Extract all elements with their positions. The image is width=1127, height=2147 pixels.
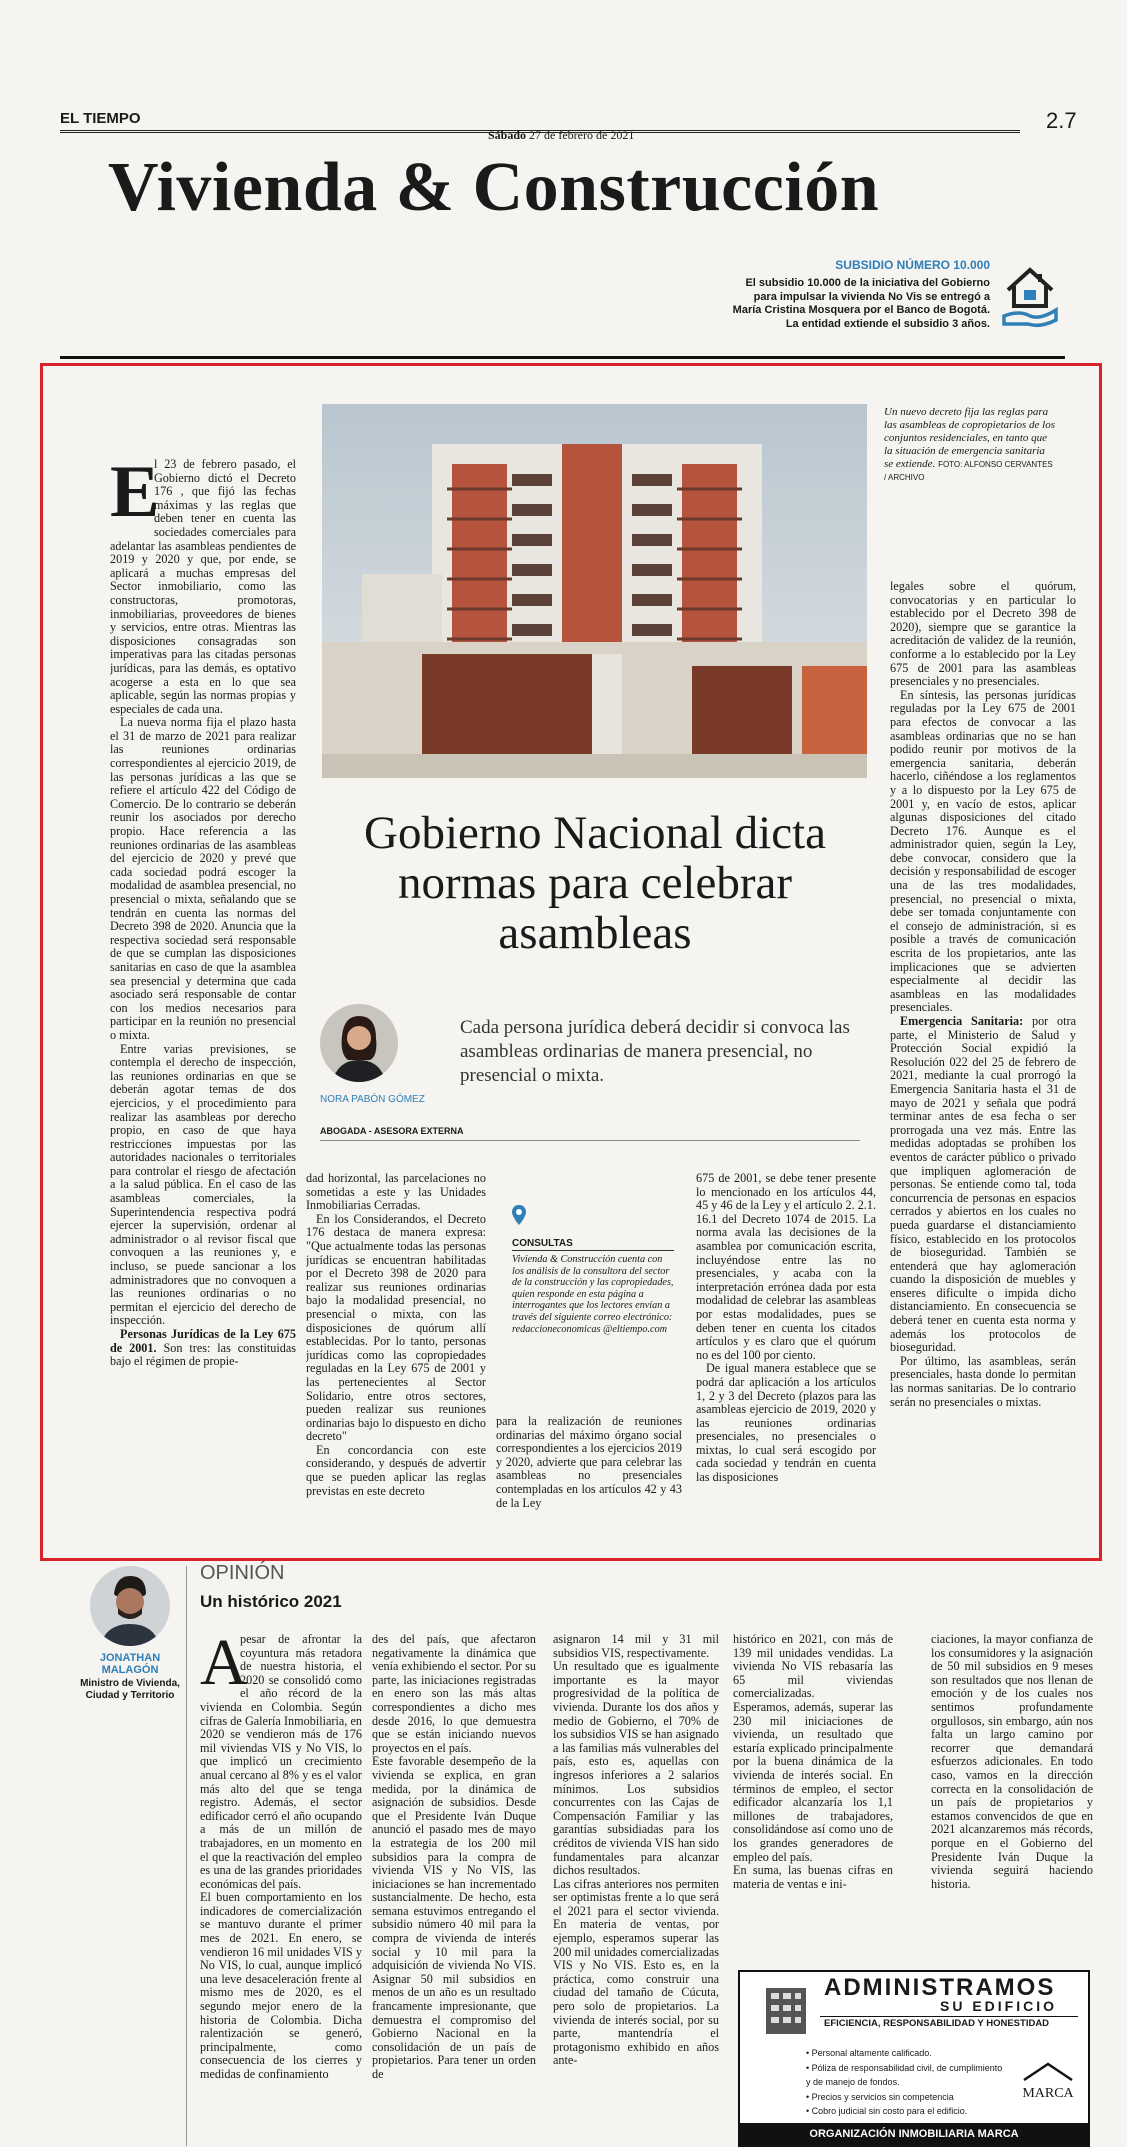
opinion-paragraph: En suma, las buenas cifras en materia de ventas e ini- bbox=[733, 1863, 893, 1891]
author-name: NORA PABÓN GÓMEZ bbox=[320, 1094, 425, 1105]
subsidy-label: SUBSIDIO NÚMERO 10.000 bbox=[835, 258, 990, 272]
ad-tagline: EFICIENCIA, RESPONSABILIDAD Y HONESTIDAD bbox=[824, 2018, 1050, 2029]
consultas-rule bbox=[512, 1250, 674, 1251]
header-rule bbox=[60, 130, 1020, 131]
article-paragraph: 675 de 2001, se debe tener presente lo mencionado en los artículos 44, 45 y 46 de la Ley y el artículo 2. 2.1. 16.1 del Decreto 1074 de 2015. La norma avala las decisiones de la asamblea por comunicación escrita, incluyéndose entre las no presenciales, y acaba con la interpretación errónea dada por esta modalidad de celebrar las asambleas por estas modalidades, pues se deben tener en cuenta los citados artículos y es claro que el quórum no es del 100 por ciento. bbox=[696, 1172, 876, 1362]
opinion-paragraph: Esperamos, además, superar las 230 mil iniciaciones de vivienda, un resultado que estaría explicado principalmente por la buena dinámica de la vivienda de interés social. En términos de empleo, el sector edificador alcanzaría los 1,1 millones de trabajadores, consolidándose así como uno de los grandes generadores de empleo del país. bbox=[733, 1699, 893, 1864]
opinion-col-3 bbox=[553, 1633, 719, 2147]
ad-list-item: • Personal altamente calificado. bbox=[806, 2048, 932, 2058]
opinion-paragraph: Un resultado que es igualmente importante es la mayor progresividad de la política de vivienda. Durante los dos años y medio de Gobierno, el 70% de los subsidios VIS se han asignado a las familias más vulnerables del país, esto es, aquellas con ingresos inferiores a 2 salarios mínimos. Los subsidios concurrentes con las Cajas de Compensación Familiar y las garantías subsidiadas para los créditos de vivienda VIS han sido fundamentales para alcanzar dichos resultados. bbox=[553, 1659, 719, 1878]
header-rule-2 bbox=[60, 132, 1020, 133]
author-rule bbox=[320, 1140, 860, 1141]
dropcap-space bbox=[200, 1633, 240, 1689]
photo-caption: Un nuevo decreto fija las reglas para las asambleas de copropietarios de los conjuntos residenciales, en tanto que la situación de emergencia sanitaria se extiende. FOTO: ALFONSO CERVANTES / ARCHIVO bbox=[884, 406, 1055, 482]
opinion-label: OPINIÓN bbox=[200, 1562, 285, 1584]
ad-list-item: • Póliza de responsabilidad civil, de cumplimiento y de manejo de fondos. bbox=[806, 2062, 1003, 2087]
article-headline: Gobierno Nacional dicta normas para celebrar asambleas bbox=[364, 807, 826, 959]
author-role: ABOGADA - ASESORA EXTERNA bbox=[320, 1126, 464, 1136]
location-pin-icon bbox=[512, 1205, 526, 1225]
section-title: Vivienda & Construcción bbox=[108, 149, 880, 226]
ad-box bbox=[738, 1970, 1090, 2147]
brand-name: EL TIEMPO bbox=[60, 110, 141, 127]
opinion-divider bbox=[186, 1566, 187, 2146]
article-col-3 bbox=[496, 1415, 682, 1550]
article-paragraph: En síntesis, las personas jurídicas reguladas por la Ley 675 de 2001 para efectos de convocar a las asambleas ordinarias que no se han podido reunir por motivos de la emergencia sanitaria, deberán hacerlo, ciñéndose a los reglamentos y a lo dispuesto por la Ley 675 de 2001 y, en vacío de estos, aplicar algunas disposiciones del citado Decreto 176. Aunque es el administrador quien, según la Ley, debe convocar, considero que la decisión y responsabilidad de escoger una de las tres modalidades, presencial, no presencial o mixta, debe ser tomada conjuntamente con el consejo de administración, si es posible a través de comunicación escrita de los propietarios, ante las implicaciones que se advierten especialmente al decidir las asambleas en las modalidades presenciales. bbox=[890, 687, 1076, 1015]
article-paragraph: En concordancia con este considerando, y después de advertir que se pueden aplicar las reglas previstas en este decreto bbox=[306, 1442, 486, 1498]
subhead: Personas Jurídicas de la Ley 675 de 2001. bbox=[110, 1327, 296, 1355]
marca-logo: MARCA bbox=[1020, 2060, 1076, 2100]
building-photo bbox=[322, 404, 867, 778]
house-hand-icon bbox=[1000, 262, 1060, 332]
opinion-paragraph: asignaron 14 mil y 31 mil subsidios VIS, respectivamente. bbox=[553, 1633, 719, 1660]
photo-credit: FOTO: ALFONSO CERVANTES / ARCHIVO bbox=[884, 460, 1053, 482]
opinion-paragraph: Este favorable desempeño de la vivienda se explica, en gran medida, por la dinámica de asignación de subsidios. Desde que el Presidente Iván Duque anunció el pasado mes de mayo la estrategia de los 200 mil subsidios para la compra de vivienda VIS y No VIS, las iniciaciones se han incrementado sustancialmente. De hecho, esta semana estuvimos entregando el subsidio número 40 mil para la compra de vivienda de interés social y 10 mil para la adquisición de vivienda No VIS. Asignar 50 mil subsidios en menos de un año es un resultado francamente impresionante, que demuestra el compromiso del Gobierno Nacional en la consolidación de un país de propietarios. Para tener un orden de bbox=[372, 1754, 536, 2081]
article-deck: Cada persona jurídica deberá decidir si convoca las asambleas ordinarias de manera presencial, no presencial o mixta. bbox=[460, 1017, 850, 1086]
article-paragraph: De igual manera establece que se podrá dar aplicación a los artículos 1, 2 y 3 del Decreto (plazos para las asambleas ejercicio de 2019, 2020 y las reuniones ordinarias presenciales, no presenciales o mixtas, lo cual será escogido por cada sociedad y tendrán en cuenta las disposiciones bbox=[696, 1361, 876, 1485]
article-paragraph: En los Considerandos, el Decreto 176 destaca de manera expresa: "Que actualmente todas las personas jurídicas se encuentran habilitadas por el Decreto 398 de 2020 para realizar sus reuniones ordinarias bajo la modalidad presencial, no presencial o mixta, con las disposiciones de quórum allí establecidas. Por lo tanto, personas jurídicas como las copropiedades reguladas en la Ley 675 de 2001 y las pertenecientes al Sector Solidario, entre otros sectores, pueden realizar sus reuniones ordinarias bajo lo dispuesto en dicho decreto" bbox=[306, 1211, 486, 1444]
opinion-paragraph: pesar de afrontar la coyuntura más retadora de nuestra historia, el 2020 se consolidó como el año récord de la vivienda en Colombia. Según cifras de Galería Inmobiliaria, en 2020 se vendieron más de 176 mil viviendas VIS y No VIS, lo que implicó un crecimiento anual cercano al 8% y es el valor más alto del que se tenga registro. Además, el sector edificador cerró el año ocupando a más de un millón de trabajadores, en un momento en el que la reactivación del empleo es una de las grandes prioridades económicas del país. bbox=[200, 1633, 362, 1891]
opinion-paragraph: Las cifras anteriores nos permiten ser optimistas frente a lo que será el 2021 para el sector vivienda. En materia de ventas, por ejemplo, esperamos superar las 200 mil unidades comercializadas VIS y No VIS. Esto es, en la práctica, como construir una ciudad del tamaño de Cúcuta, pero solo de propietarios. La vivienda de interés social, por su parte, mantendría el protagonismo exhibido en años ante- bbox=[553, 1876, 719, 2068]
opinion-col-5 bbox=[931, 1633, 1093, 1933]
opinion-author-avatar bbox=[90, 1566, 170, 1646]
article-paragraph: l 23 de febrero pasado, el Gobierno dictó el Decreto 176 , que fijó las fechas máximas y las reglas que deben tener en cuenta las sociedades comerciales para adelantar las asambleas pendientes de 2019 y 2020 y que, por ende, se aplicará a muchas empresas del Sector inmobiliario, como las constructoras, promotoras, inmobiliarias, proveedores de bienes y servicios, entre otras. Mientras las disposiciones consagradas son imperativas para las citadas personas jurídicas, para las demás, es optativo acogerse a esta en lo que sea aplicable, según las normas propias y especiales de cada una. bbox=[110, 458, 296, 716]
ad-title: ADMINISTRAMOS bbox=[824, 1974, 1056, 2001]
opinion-author-role: Ministro de Vivienda, Ciudad y Territorio bbox=[80, 1678, 180, 1701]
issue-date: Sábado 27 de febrero de 2021 bbox=[488, 128, 635, 142]
opinion-paragraph: des del país, que afectaron negativamente la dinámica que venía exhibiendo el sector. Por su parte, las iniciaciones registradas en enero son las más altas correspondientes a dicho mes desde 2016, lo que demuestra que se están iniciando nuevos proyectos en el país. bbox=[372, 1633, 536, 1755]
opinion-col-2 bbox=[372, 1633, 536, 2147]
ad-list-item: • Cobro judicial sin costo para el edificio. bbox=[806, 2106, 968, 2116]
consultas-text: Vivienda & Construcción cuenta con los análisis de la consultora del sector de la construcción y las copropiedades, quien responde en esta página a interrogantes que los lectores envían a través del siguiente correo electrónico: redaccioneconomicas @eltiempo.com bbox=[512, 1254, 674, 1335]
opinion-paragraph: ciaciones, la mayor confianza de los consumidores y la asignación de 50 mil subsidios en 9 meses son resultados que nos llenan de emoción y de los cuales nos sentimos profundamente orgullosos, sin embargo, aún nos falta un largo camino por recorrer que demandará esfuerzos adicionales. En todo caso, vamos en la dirección correcta en la consolidación de un país de propietarios y estamos convencidos de que en 2021 alcanzaremos más récords, porque en el Gobierno del Presidente Iván Duque la vivienda seguirá haciendo historia. bbox=[931, 1633, 1093, 1891]
article-paragraph: Entre varias previsiones, se contempla el derecho de inspección, las reuniones ordinarias en que se deberán agotar temas de dos ejercicios, y el procedimiento para realizar las asambleas por derecho propio, en caso de que haya restricciones impuestas por las autoridades nacionales o territoriales para controlar el riesgo de afectación a la salud pública. En el caso de las asambleas comerciales, la Superintendencia respectiva podrá ejercer la supervisión, ordenar al administrador o al revisor fiscal que convoquen a las reuniones y, e incluso, se puede sancionar a los administradores que no convoquen a las reuniones ordinarias o no permitan el ejercicio del derecho de inspección. bbox=[110, 1041, 296, 1328]
author-avatar bbox=[320, 1004, 398, 1082]
consultas-label: CONSULTAS bbox=[512, 1238, 573, 1249]
opinion-paragraph: El buen comportamiento en los indicadores de comercialización se mantuvo durante el primer mes de 2021. En enero, se vendieron 16 mil unidades VIS y No VIS, lo cual, aunque implicó una leve desaceleración frente al mismo mes de 2020, es el segundo mejor enero de la historia de Colombia. Dicha ralentización se generó, principalmente, como consecuencia de los cierres y medidas de confinamiento bbox=[200, 1890, 362, 2081]
article-paragraph: para la realización de reuniones ordinarias del máximo órgano social correspondientes a los ejercicios 2019 y 2020, advierte que para celebrar las asambleas no presenciales contempladas en los artículos 42 y 43 de la Ley bbox=[496, 1415, 682, 1510]
ad-list bbox=[806, 2046, 1006, 2119]
section-rule bbox=[60, 356, 1065, 359]
opinion-dropcap: A bbox=[200, 1626, 248, 1699]
subhead-paragraph: Emergencia Sanitaria: por otra parte, el Ministerio de Salud y Protección Social expidió la Resolución 022 del 25 de febrero de 2021, mediante la cual prorrogó la Emergencia Sanitaria hasta el 31 de mayo de 2021 y señala que podrá terminar antes de esa fecha o ser prorrogada una vez más. Entre las medidas adoptadas se prohíben los eventos de carácter público o privado que impliquen aglomeración de personas. Se entiende como tal, toda concurrencia de personas en espacios cerrados y abiertos en los cuales no pueda guardarse el distanciamiento físico, establecido en los protocolos de bioseguridad. También se entenderá que hay aglomeración cuando la disposición de muebles y enseres dificulte o impida dicho distanciamiento. En consecuencia se deberá tener en cuenta esta norma y además los protocolos de bioseguridad. bbox=[890, 1014, 1076, 1355]
article-col-1 bbox=[110, 451, 296, 1548]
page-number: 2.7 bbox=[1046, 108, 1077, 133]
article-col-4 bbox=[696, 1172, 876, 1550]
opinion-author-name: JONATHAN MALAGÓN bbox=[99, 1652, 161, 1676]
subhead: Emergencia Sanitaria: bbox=[900, 1014, 1024, 1028]
subsidy-text: El subsidio 10.000 de la iniciativa del Gobierno para impulsar la vivienda No Vis se entregó a María Cristina Mosquera por el Banco de Bogotá. La entidad extiende el subsidio 3 años. bbox=[732, 277, 990, 330]
subhead-paragraph: Personas Jurídicas de la Ley 675 de 2001. Son tres: las constituidas bajo el régimen de propie- bbox=[110, 1327, 296, 1369]
article-paragraph: La nueva norma fija el plazo hasta el 31 de marzo de 2021 para realizar las reuniones ordinarias correspondientes al ejercicio 2019, de las personas jurídicas a las que se refiere el artículo 422 del Código de Comercio. De lo contrario se deberán reunir los asociados por derecho propio. Hace referencia a las reuniones ordinarias de las asambleas del ejercicio de 2020 y prevé que cada sociedad podrá escoger la modalidad de asamblea presencial, no presencial o mixta, señalando que se tendrán en cuenta las normas del Decreto 398 de 2020. Anuncia que la respectiva sociedad será responsable de que se cumplan las disposiciones sanitarias en caso de que la asamblea sea presencial y determina que cada asociado será responsable de contar con los medios necesarios para participar en la reunión no presencial o mixta. bbox=[110, 715, 296, 1042]
ad-footer: ORGANIZACIÓN INMOBILIARIA MARCA bbox=[740, 2123, 1088, 2145]
dropcap: E bbox=[110, 451, 160, 533]
article-paragraph: legales sobre el quórum, convocatorias y en particular lo establecido por el Decreto 398 de 2020), siempre que se garantice la acreditación de validez de la reunión, conforme a lo establecido por la Ley 675 de 2001 para las asambleas presenciales y no presenciales. bbox=[890, 580, 1076, 689]
article-paragraph: dad horizontal, las parcelaciones no sometidas a este y las Unidades Inmobiliarias Cerradas. bbox=[306, 1172, 486, 1213]
opinion-title: Un histórico 2021 bbox=[200, 1592, 342, 1611]
article-col-5 bbox=[890, 580, 1076, 1550]
opinion-col-1 bbox=[200, 1626, 362, 2147]
opinion-paragraph: histórico en 2021, con más de 139 mil unidades vendidas. La vivienda No VIS rebasaría las 65 mil viviendas comercializadas. bbox=[733, 1633, 893, 1701]
article-paragraph: Por último, las asambleas, serán presenciales, hasta donde lo permitan las normas sanitarias. De lo contrario serán no presenciales o mixtas. bbox=[890, 1353, 1076, 1409]
article-col-2 bbox=[306, 1172, 486, 1550]
opinion-col-4 bbox=[733, 1633, 893, 1933]
dropcap-space bbox=[110, 458, 154, 526]
ad-subtitle: SU EDIFICIO bbox=[940, 1998, 1058, 2014]
building-icon bbox=[756, 1978, 816, 2038]
ad-list-item: • Precios y servicios sin competencia bbox=[806, 2091, 954, 2102]
